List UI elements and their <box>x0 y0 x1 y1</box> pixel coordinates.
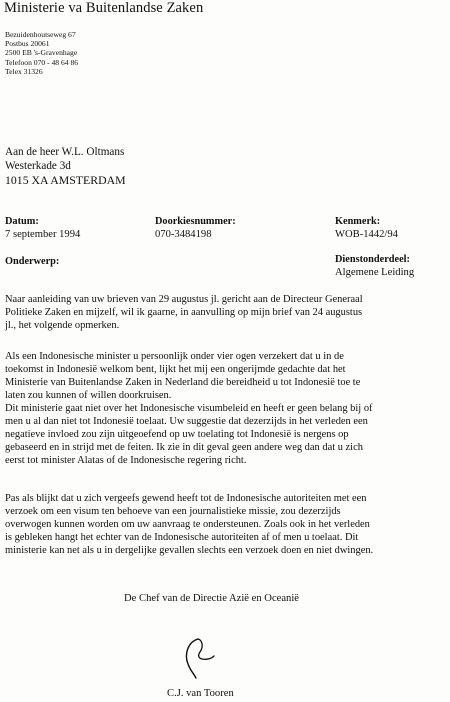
body-paragraph-3 <box>5 492 445 557</box>
dienst-label: Dienstonderdeel: <box>335 254 410 265</box>
recipient-street: Westerkade 3d <box>5 160 71 172</box>
body-line: overwogen kunnen worden om uw aanvraag te ondersteunen. Zoals ook in het verleden <box>5 519 370 531</box>
body-line: ministerie kan net als u in dergelijke gevallen slechts een verzoek doen en niet dwingen. <box>5 545 374 557</box>
body-line: verzoek om een visum ten behoeve van een journalistieke missie, zou dezerzijds <box>5 506 341 518</box>
body-line: Pas als blijkt dat u zich vergeefs gewend heeft tot de Indonesische autoriteiten met een <box>5 493 367 504</box>
kenmerk-label: Kenmerk: <box>335 216 381 227</box>
dienst-value: Algemene Leiding <box>335 267 415 278</box>
datum-label: Datum: <box>5 216 39 227</box>
signature-image <box>176 636 226 682</box>
body-line: jl., het volgende opmerken. <box>5 320 120 332</box>
ministry-name: Ministerie va Buitenlandse Zaken <box>4 0 204 16</box>
body-line: toekomst in Indonesië welkom bent, lijkt het mij een ongerijmde gedachte dat het <box>5 364 346 376</box>
signer-name: C.J. van Tooren <box>167 688 234 699</box>
body-line: men u al dan niet tot Indonesië toelaat. Uw suggestie dat dezerzijds in het verleden een <box>5 416 368 428</box>
address-line: 2500 EB 's-Gravenhage <box>5 48 78 58</box>
doorkies-value: 070-3484198 <box>155 229 212 240</box>
body-line: gebaseerd en in strijd met de feiten. Ik zie in dit geval geen andere weg dan dat u zich <box>5 442 363 454</box>
body-paragraph-2 <box>5 350 445 467</box>
address-block <box>5 30 78 76</box>
body-line: Politieke Zaken en mijzelf, wil ik gaarne, in aanvulling op mijn brief van 24 augustus <box>5 307 363 319</box>
address-line: Bezuidenhoutseweg 67 <box>5 30 76 39</box>
onderwerp-label: Onderwerp: <box>5 256 60 267</box>
body-line: laten zou kunnen of willen doorkruisen. <box>5 390 172 402</box>
body-line: negatieve invloed zou zijn uitgeoefend op uw toelating tot Indonesië is nergens op <box>5 429 349 441</box>
body-line: Ministerie van Buitenlandse Zaken in Nederland die bereidheid u tot Indonesië toe te <box>5 377 361 389</box>
address-line: Telex 31326 <box>5 66 43 76</box>
body-line: eerst tot minister Alatas of de Indonesische regering richt. <box>5 455 247 467</box>
body-line: Dit ministerie gaat niet over het Indonesische visumbeleid en heeft er geen belang bij of <box>5 403 373 415</box>
body-line: Naar aanleiding van uw brieven van 29 augustus jl. gericht aan de Directeur Generaal <box>5 294 363 305</box>
recipient-city: 1015 XA AMSTERDAM <box>5 173 126 187</box>
closing-line: De Chef van de Directie Azië en Oceanië <box>124 593 300 604</box>
address-line: Telefoon 070 - 48 64 86 <box>5 57 79 67</box>
body-paragraph-1 <box>5 293 445 332</box>
body-line: Als een Indonesische minister u persoonlijk onder vier ogen verzekert dat u in de <box>5 351 344 362</box>
doorkies-label: Doorkiesnummer: <box>155 216 236 227</box>
kenmerk-value: WOB-1442/94 <box>335 229 398 240</box>
body-line: is gebleken hangt het echter van de Indonesische autoriteiten af of men u toelaat. Dit <box>5 532 359 544</box>
recipient-name: Aan de heer W.L. Oltmans <box>5 146 125 158</box>
recipient-block <box>5 145 126 187</box>
address-line: Postbus 20061 <box>5 39 50 49</box>
datum-value: 7 september 1994 <box>5 229 81 240</box>
